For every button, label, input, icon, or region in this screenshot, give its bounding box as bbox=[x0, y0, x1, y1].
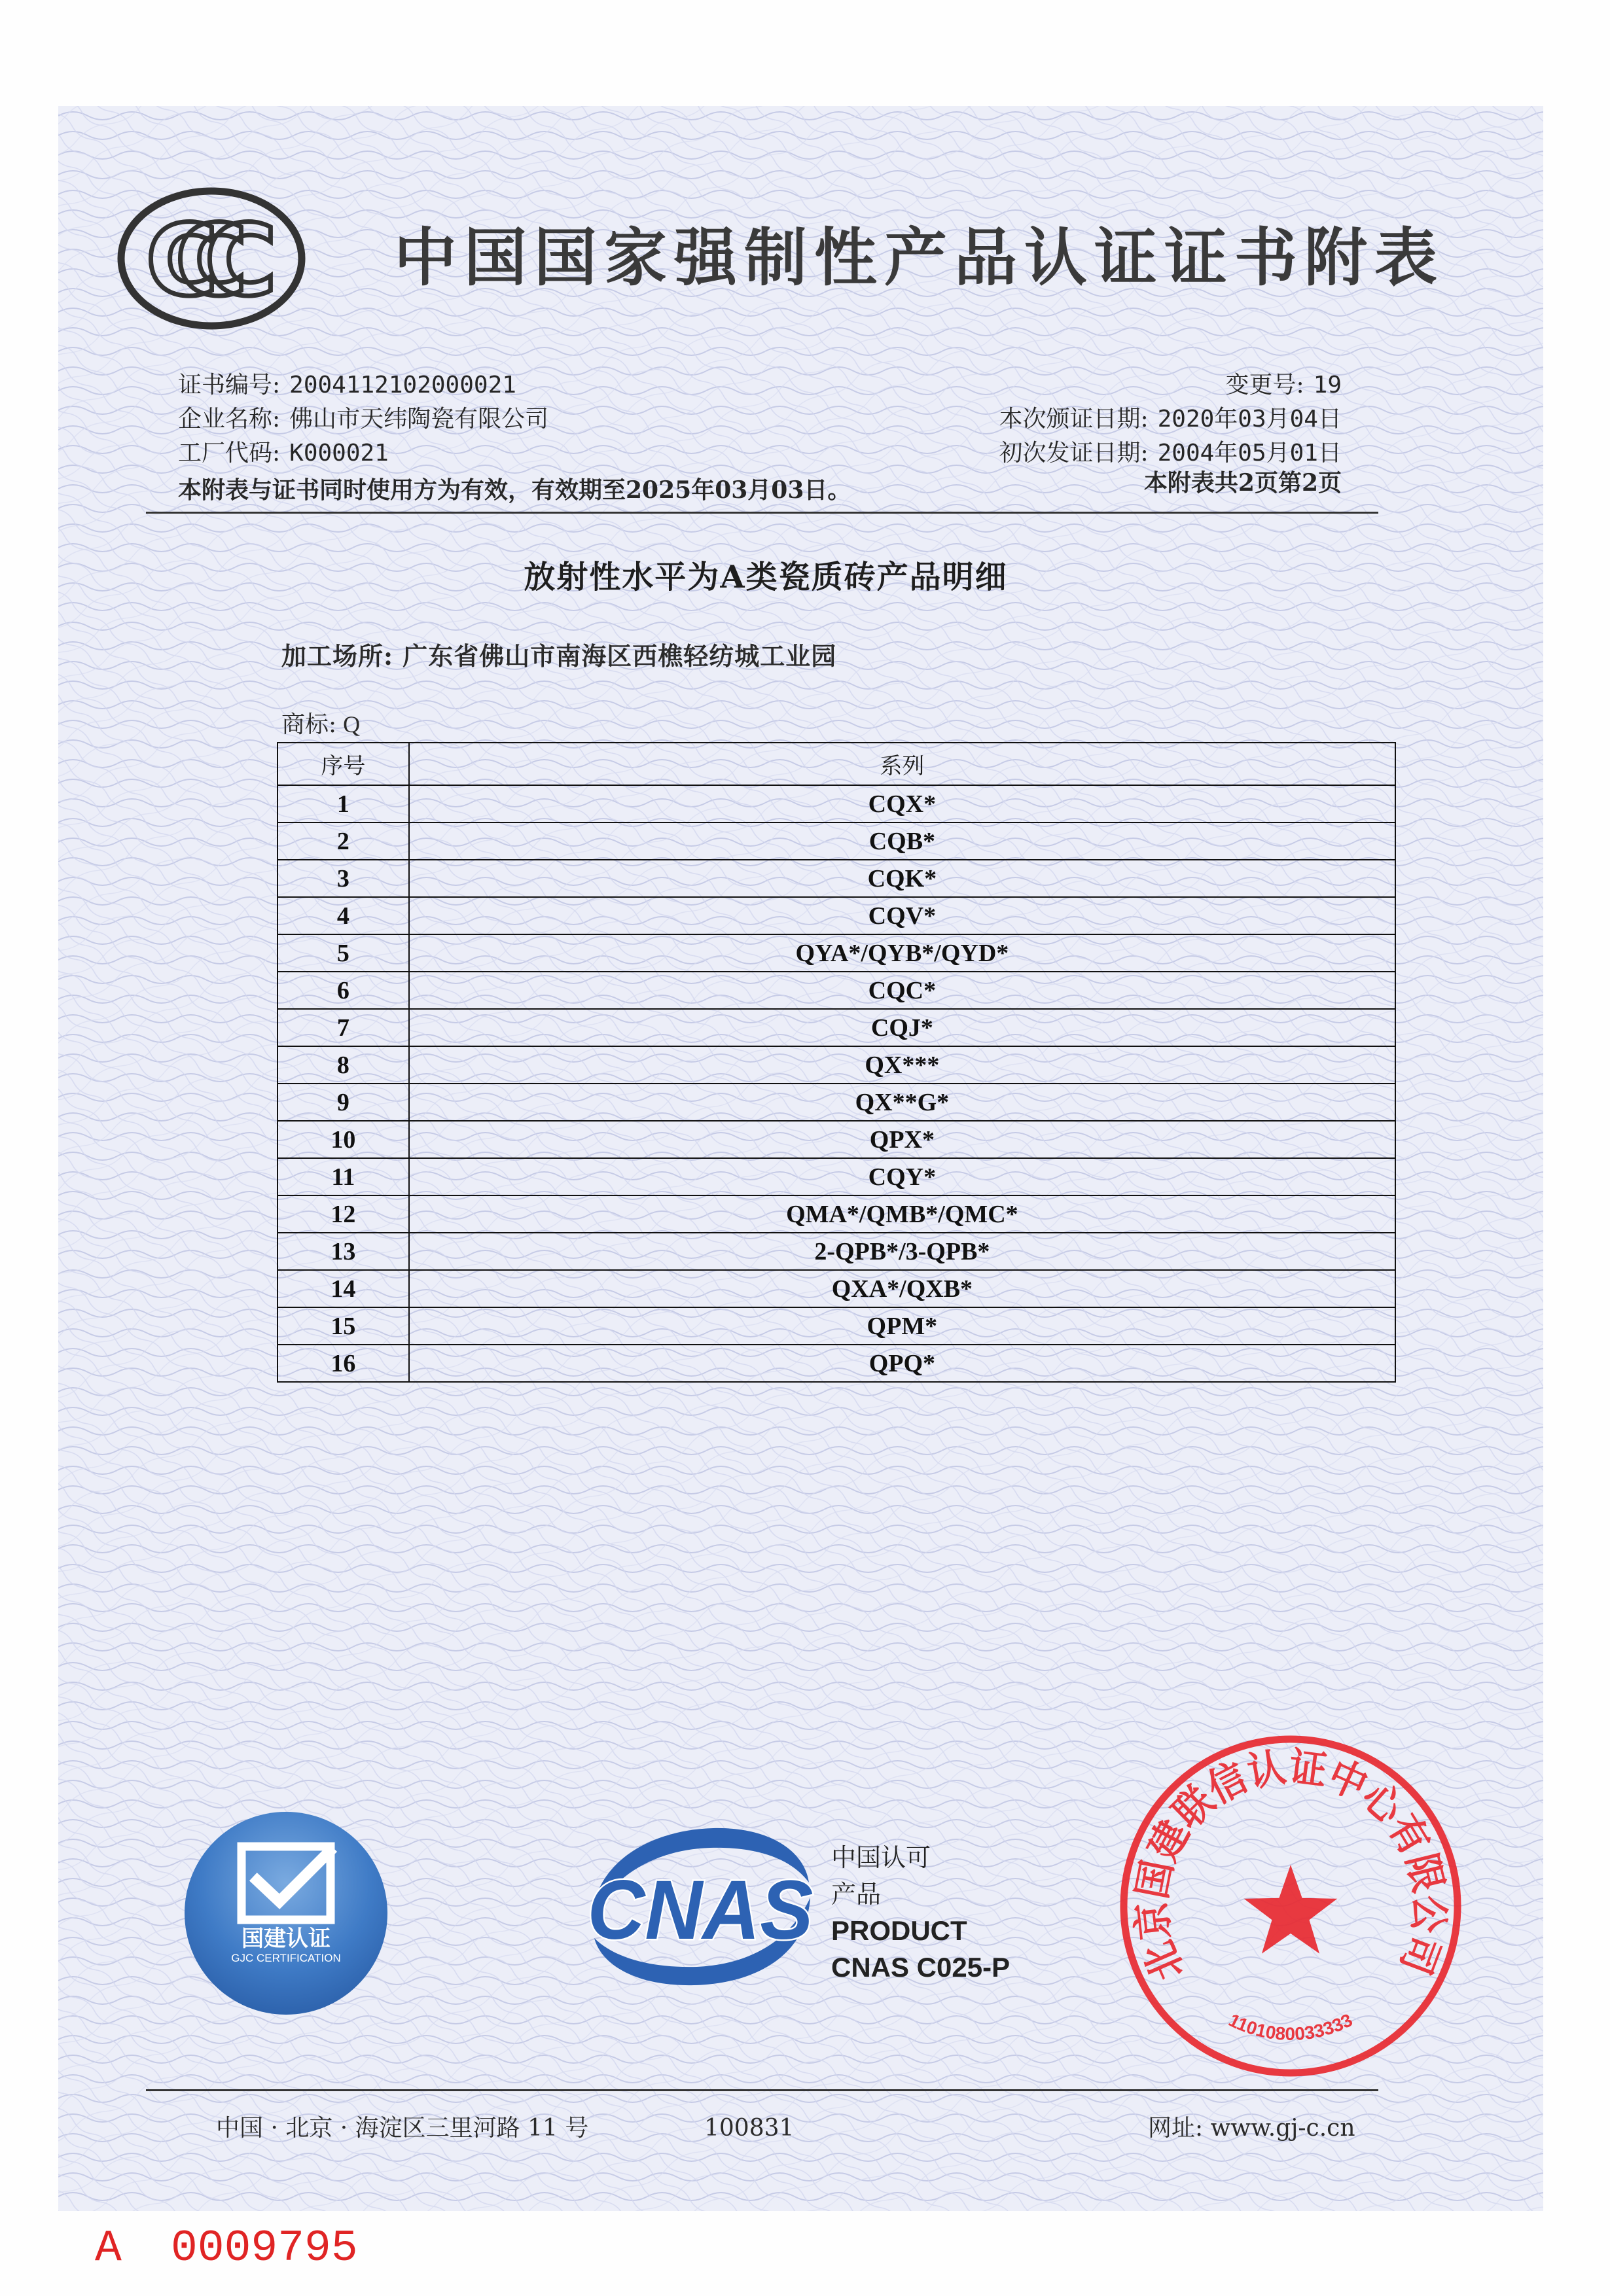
row-number-cell: 9 bbox=[277, 1084, 409, 1121]
row-number-cell: 12 bbox=[277, 1195, 409, 1233]
table-header-series: 系列 bbox=[409, 743, 1395, 785]
issue-date-line bbox=[999, 406, 1342, 433]
row-number-cell: 1 bbox=[277, 785, 409, 822]
first-issue-date: 2004年05月01日 bbox=[1157, 440, 1342, 467]
header-divider bbox=[146, 512, 1378, 514]
change-number-label: 变更号: bbox=[1225, 372, 1304, 398]
processing-site-line bbox=[281, 642, 836, 671]
row-number-cell: 2 bbox=[277, 822, 409, 860]
table-row bbox=[277, 1233, 1395, 1270]
star-icon bbox=[1244, 1865, 1338, 1954]
certificate-number-label: 证书编号: bbox=[178, 372, 281, 398]
serial-number: 0009795 bbox=[171, 2223, 358, 2274]
page-info: 本附表共2页第2页 bbox=[1143, 469, 1342, 497]
cnas-line-1: 中国认可 bbox=[831, 1843, 931, 1872]
footer-address: 中国 · 北京 · 海淀区三里河路 11 号 bbox=[216, 2115, 589, 2142]
table-row bbox=[277, 785, 1395, 822]
factory-code-line bbox=[178, 440, 389, 467]
row-number-cell: 7 bbox=[277, 1009, 409, 1046]
table-row bbox=[277, 1121, 1395, 1158]
series-cell: CQV* bbox=[409, 897, 1395, 934]
gjc-logo-english-text: GJC CERTIFICATION bbox=[231, 1952, 341, 1964]
gjc-certification-logo-icon bbox=[181, 1809, 391, 2018]
row-number-cell: 5 bbox=[277, 934, 409, 972]
section-title: 放射性水平为A类瓷质砖产品明细 bbox=[524, 559, 1008, 595]
row-number-cell: 14 bbox=[277, 1270, 409, 1307]
document-title: 中国国家强制性产品认证证书附表 bbox=[394, 221, 1444, 294]
gjc-logo-chinese-text: 国建认证 bbox=[241, 1926, 331, 1952]
company-name: 佛山市天纬陶瓷有限公司 bbox=[289, 406, 549, 433]
series-cell: QPX* bbox=[409, 1121, 1395, 1158]
seal-organization-name: 北京国建联信认证中心有限公司 bbox=[1126, 1742, 1454, 1988]
row-number-cell: 15 bbox=[277, 1307, 409, 1345]
change-number-line bbox=[1226, 372, 1342, 398]
series-cell: QXA*/QXB* bbox=[409, 1270, 1395, 1307]
row-number-cell: 13 bbox=[277, 1233, 409, 1270]
series-cell: QMA*/QMB*/QMC* bbox=[409, 1195, 1395, 1233]
product-series-table bbox=[277, 742, 1396, 1383]
table-row bbox=[277, 1195, 1395, 1233]
factory-code-label: 工厂代码: bbox=[178, 440, 281, 467]
factory-code: K000021 bbox=[289, 440, 389, 467]
table-row bbox=[277, 1084, 1395, 1121]
series-cell: CQX* bbox=[409, 785, 1395, 822]
row-number-cell: 8 bbox=[277, 1046, 409, 1084]
footer-website: 网址: www.gj-c.cn bbox=[1148, 2115, 1355, 2142]
series-cell: CQB* bbox=[409, 822, 1395, 860]
cnas-logo-text: CNAS bbox=[587, 1863, 814, 1957]
table-header-number: 序号 bbox=[277, 743, 409, 785]
series-cell: CQY* bbox=[409, 1158, 1395, 1195]
brand-line bbox=[281, 710, 360, 739]
issue-date: 2020年03月04日 bbox=[1157, 406, 1342, 433]
row-number-cell: 6 bbox=[277, 972, 409, 1009]
svg-text:北京国建联信认证中心有限公司 bbox=[1127, 1742, 1454, 1988]
processing-site: 广东省佛山市南海区西樵轻纺城工业园 bbox=[402, 641, 837, 671]
series-cell: CQJ* bbox=[409, 1009, 1395, 1046]
first-issue-date-label: 初次发证日期: bbox=[999, 440, 1149, 467]
series-cell: CQK* bbox=[409, 860, 1395, 897]
footer-divider bbox=[146, 2089, 1378, 2091]
table-row bbox=[277, 934, 1395, 972]
company-line bbox=[178, 406, 548, 433]
table-row bbox=[277, 1307, 1395, 1345]
series-cell: QX**G* bbox=[409, 1084, 1395, 1121]
validity-note: 本附表与证书同时使用方为有效，有效期至2025年03月03日。 bbox=[178, 476, 851, 504]
table-row bbox=[277, 860, 1395, 897]
row-number-cell: 11 bbox=[277, 1158, 409, 1195]
seal-code: 1101080033333 bbox=[1225, 2009, 1356, 2044]
cnas-accreditation-text bbox=[831, 1839, 1010, 1986]
official-seal-stamp bbox=[1107, 1723, 1474, 2089]
brand-name: Q bbox=[343, 711, 361, 737]
table-row bbox=[277, 1046, 1395, 1084]
row-number-cell: 10 bbox=[277, 1121, 409, 1158]
certificate-number: 2004112102000021 bbox=[289, 372, 516, 398]
cnas-logo-icon bbox=[576, 1820, 825, 1992]
serial-prefix: A bbox=[95, 2223, 122, 2274]
table-row bbox=[277, 1270, 1395, 1307]
table-row bbox=[277, 822, 1395, 860]
processing-site-label: 加工场所: bbox=[281, 641, 394, 671]
series-cell: QYA*/QYB*/QYD* bbox=[409, 934, 1395, 972]
footer-postcode: 100831 bbox=[704, 2115, 795, 2142]
table-row bbox=[277, 1158, 1395, 1195]
issue-date-label: 本次颁证日期: bbox=[999, 406, 1149, 433]
table-row bbox=[277, 897, 1395, 934]
table-row bbox=[277, 1345, 1395, 1382]
change-number: 19 bbox=[1313, 372, 1342, 398]
table-row bbox=[277, 1009, 1395, 1046]
row-number-cell: 3 bbox=[277, 860, 409, 897]
series-cell: QX*** bbox=[409, 1046, 1395, 1084]
first-issue-date-line bbox=[999, 440, 1342, 467]
series-cell: CQC* bbox=[409, 972, 1395, 1009]
ccc-logo-text: CCC bbox=[146, 204, 277, 318]
certificate-number-line bbox=[178, 372, 516, 398]
cnas-line-2: 产品 bbox=[831, 1880, 882, 1909]
row-number-cell: 4 bbox=[277, 897, 409, 934]
series-cell: QPQ* bbox=[409, 1345, 1395, 1382]
table-header-row bbox=[277, 743, 1395, 785]
brand-label: 商标: bbox=[281, 711, 337, 738]
cnas-line-4: CNAS C025-P bbox=[831, 1952, 1011, 1983]
row-number-cell: 16 bbox=[277, 1345, 409, 1382]
cnas-line-3: PRODUCT bbox=[831, 1915, 967, 1946]
company-label: 企业名称: bbox=[178, 406, 281, 433]
ccc-logo-icon bbox=[115, 185, 308, 332]
series-cell: QPM* bbox=[409, 1307, 1395, 1345]
svg-text:1101080033333 bbox=[1226, 2009, 1356, 2044]
table-row bbox=[277, 972, 1395, 1009]
series-cell: 2-QPB*/3-QPB* bbox=[409, 1233, 1395, 1270]
